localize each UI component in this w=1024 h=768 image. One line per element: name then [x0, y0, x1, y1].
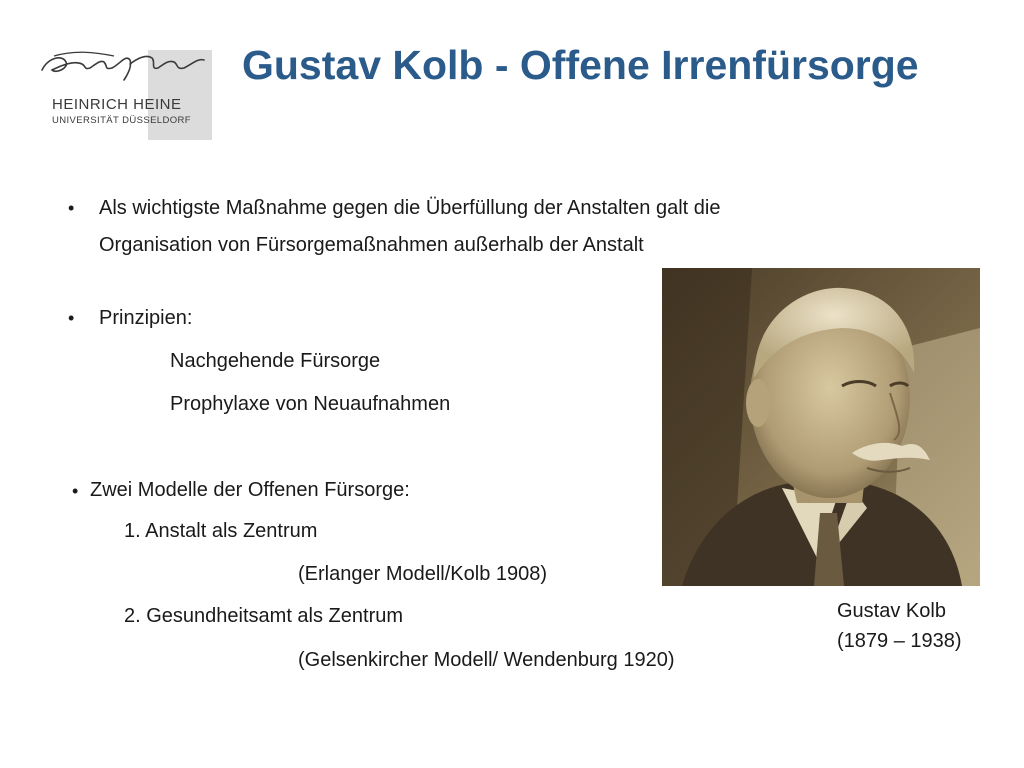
principle-item: Prophylaxe von Neuaufnahmen	[170, 393, 451, 415]
portrait-caption	[837, 596, 962, 656]
caption-years: (1879 – 1938)	[837, 630, 962, 652]
bullet1-line1: Als wichtigste Maßnahme gegen die Überfüllung der Anstalten galt die	[99, 197, 721, 219]
portrait-photo	[662, 268, 980, 586]
portrait-illustration	[662, 268, 980, 586]
bullet-dot: •	[72, 481, 79, 501]
model1-note: (Erlanger Modell/Kolb 1908)	[298, 563, 548, 585]
logo-name: HEINRICH HEINE	[52, 96, 182, 113]
caption-name: Gustav Kolb	[837, 600, 946, 622]
signature-graphic	[34, 40, 209, 88]
logo-university: UNIVERSITÄT DÜSSELDORF	[52, 115, 192, 126]
page-title: Gustav Kolb - Offene Irrenfürsorge	[242, 42, 919, 88]
bullet1-line2: Organisation von Fürsorgemaßnahmen außerhalb der Anstalt	[99, 234, 644, 256]
bullet2-label: Prinzipien:	[99, 307, 193, 329]
principle-item: Nachgehende Fürsorge	[170, 350, 381, 372]
bullet3-label: Zwei Modelle der Offenen Fürsorge:	[90, 479, 410, 501]
model1-label: 1. Anstalt als Zentrum	[124, 520, 318, 542]
bullet-dot: •	[68, 308, 75, 328]
model2-note: (Gelsenkircher Modell/ Wendenburg 1920)	[298, 649, 675, 671]
bullet-dot: •	[68, 198, 75, 218]
model2-label: 2. Gesundheitsamt als Zentrum	[124, 605, 404, 627]
university-logo	[30, 40, 215, 132]
